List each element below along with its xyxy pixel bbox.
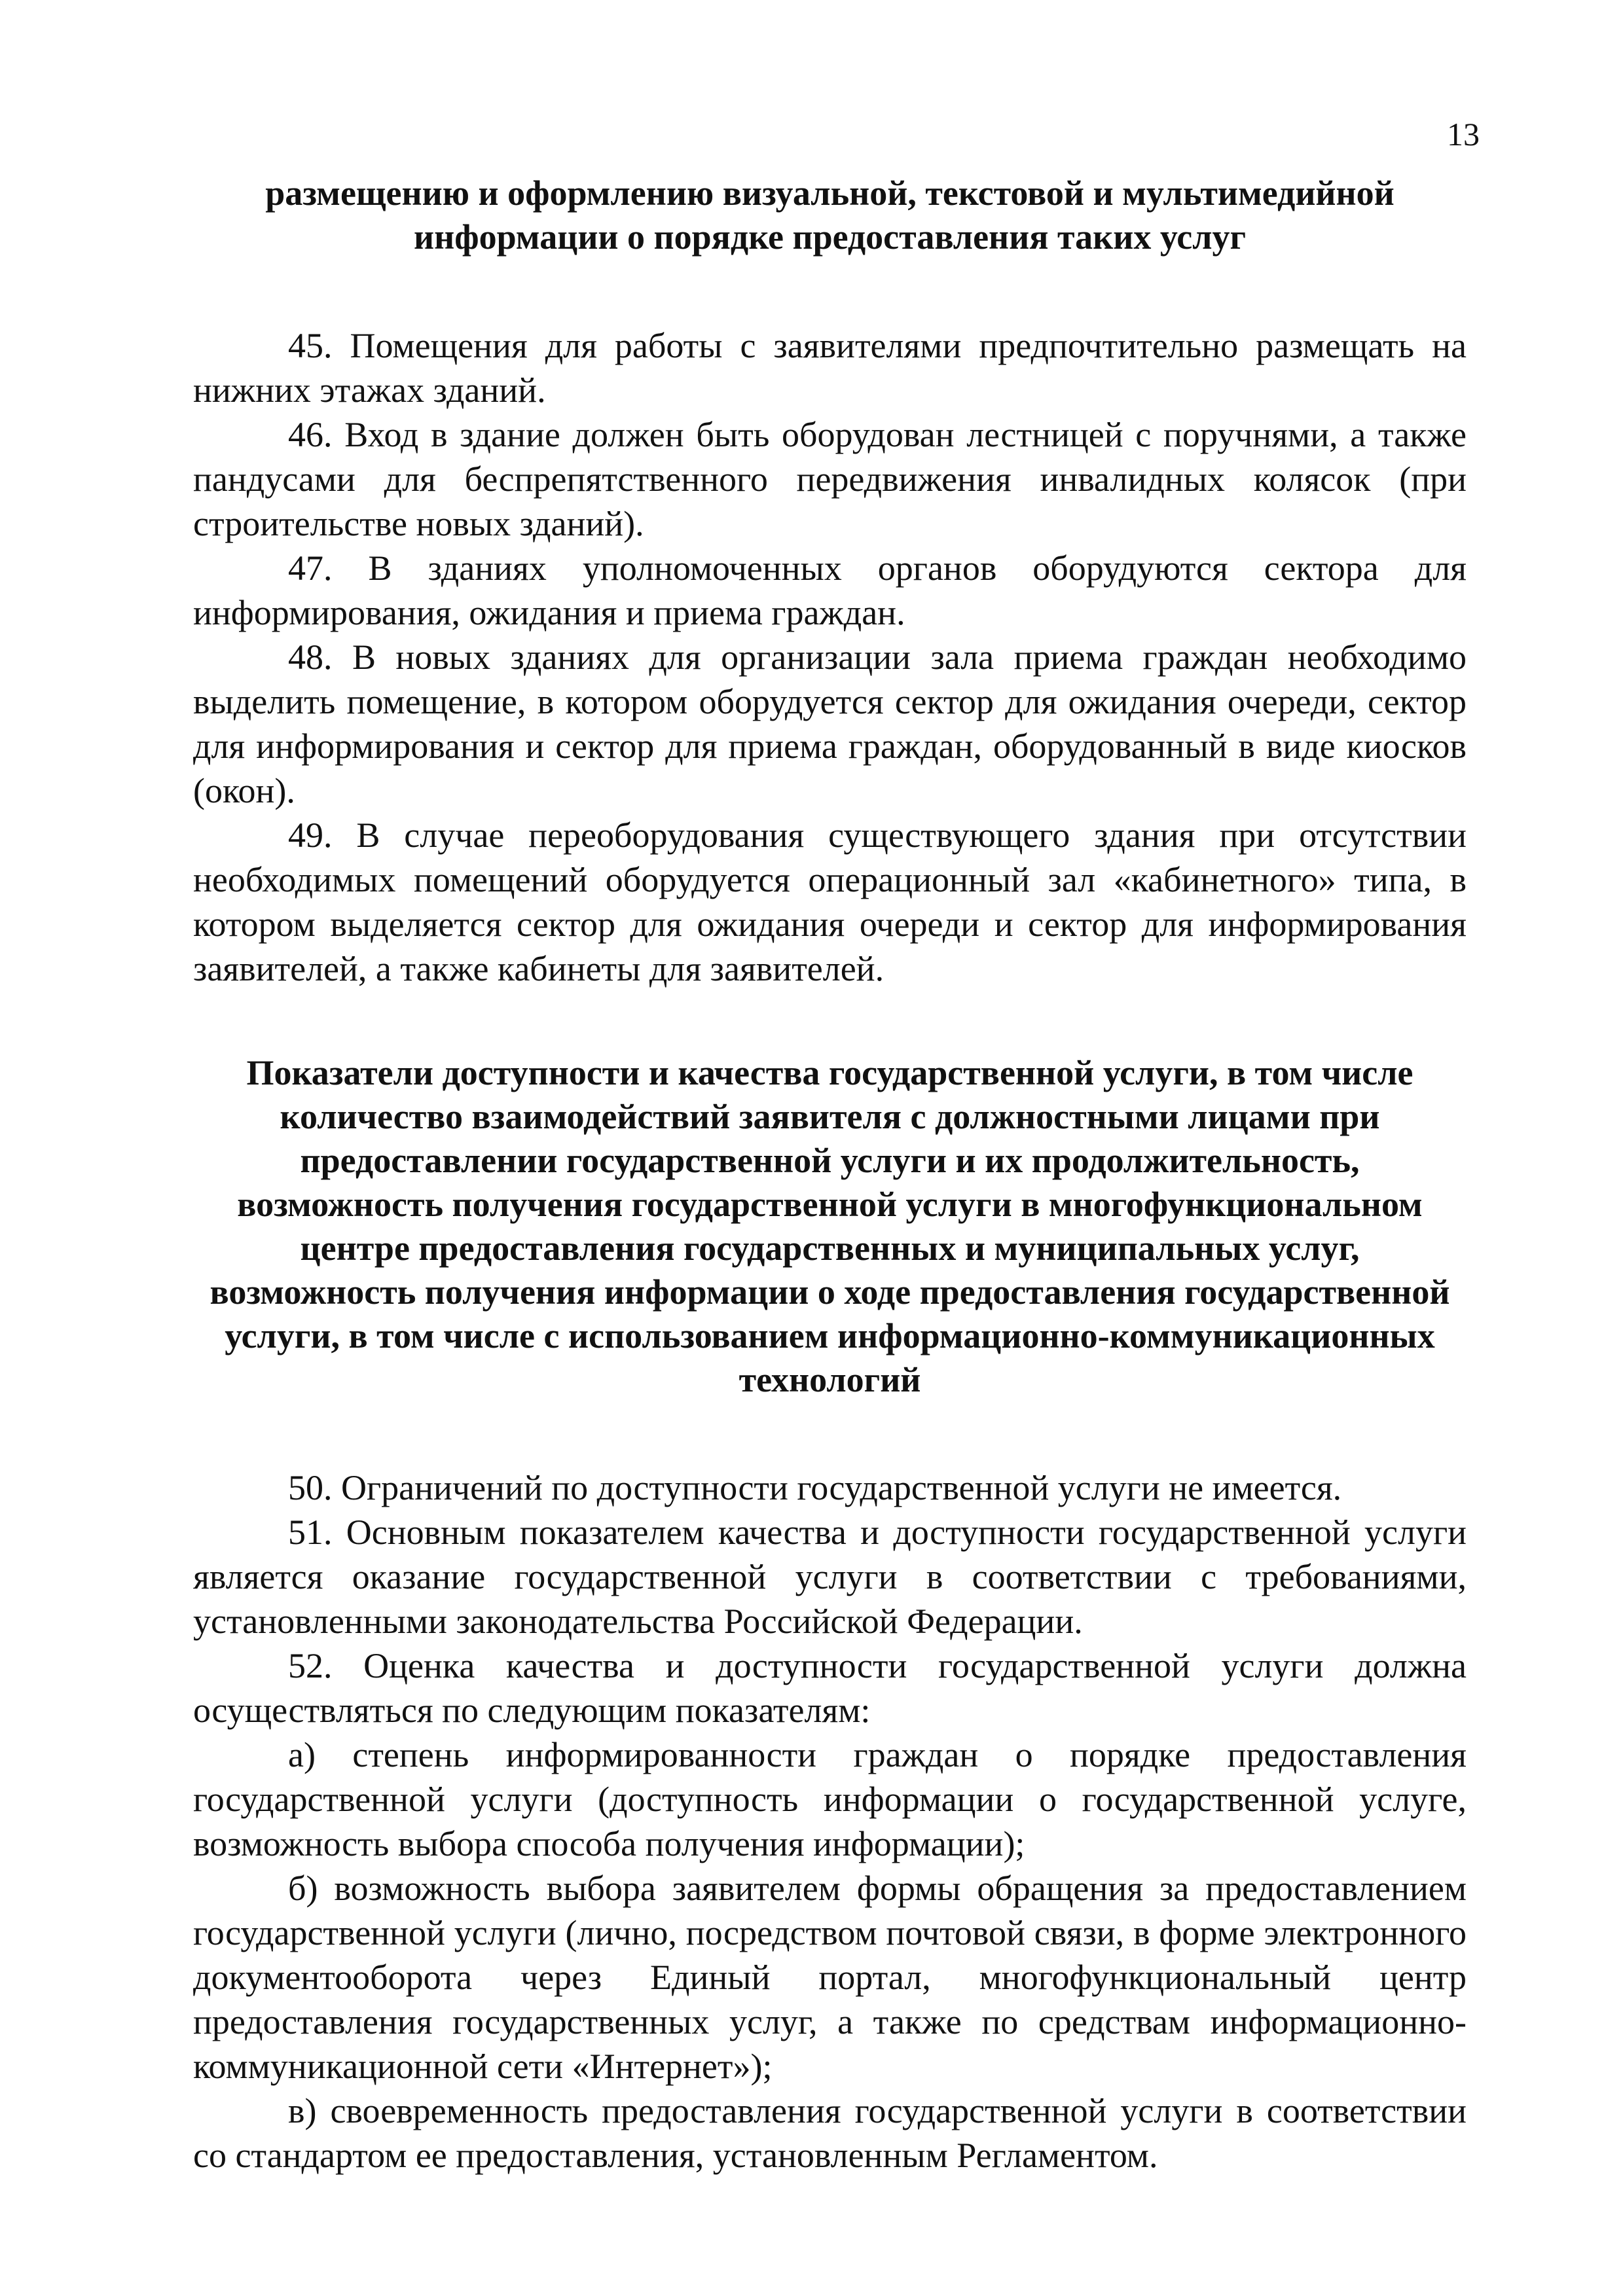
paragraph-52-b: б) возможность выбора заявителем формы обращения за предоставлением государственной услуги (лично, посредством почтовой связи, в форме электронного документооборота через Единый портал, многофункциональный центр предоставления государственных услуг, а также по средствам информационно-коммуникационной сети «Интернет»); [193,1869,1467,2086]
paragraph-51: 51. Основным показателем качества и доступности государственной услуги является оказание государственной услуги в соответствии с требованиями, установленными законодательства Российской Федерации. [193,1513,1467,1641]
section-heading-premises: размещению и оформлению визуальной, текстовой и мультимедийной информации о порядке предоставления таких услуг [265,173,1395,257]
paragraph-52-a: а) степень информированности граждан о порядке предоставления государственной услуги (доступность информации о государственной услуге, возможность выбора способа получения информации); [193,1735,1467,1863]
paragraph-49: 49. В случае переоборудования существующего здания при отсутствии необходимых помещений оборудуется операционный зал «кабинетного» типа, в котором выделяется сектор для ожидания очереди и сектор для информирования заявителей, а также кабинеты для заявителей. [193,816,1467,988]
section-quality-paragraphs [193,1465,1467,2178]
paragraph-45: 45. Помещения для работы с заявителями предпочтительно размещать на нижних этажах зданий. [193,326,1467,410]
page-number: 13 [1447,116,1480,152]
paragraph-48: 48. В новых зданиях для организации зала приема граждан необходимо выделить помещение, в котором оборудуется сектор для ожидания очереди, сектор для информирования и сектор для приема граждан, оборудованный в виде киосков (окон). [193,637,1467,810]
section-premises-paragraphs [193,323,1467,991]
paragraph-47: 47. В зданиях уполномоченных органов оборудуются сектора для информирования, ожидания и приема граждан. [193,548,1467,632]
paragraph-52: 52. Оценка качества и доступности государственной услуги должна осуществляться по следующим показателям: [193,1646,1467,1730]
section-heading-quality-indicators: Показатели доступности и качества государственной услуги, в том числе количество взаимодействий заявителя с должностными лицами при предоставлении государственной услуги и их продолжительность, возможность получения государственной услуги в многофункциональном центре предоставления государственных и муниципальных услуг, возможность получения информации о ходе предоставления государственной услуги, в том числе с использованием информационно-коммуникационных технологий [210,1053,1450,1399]
document-body [193,171,1467,2178]
paragraph-52-v: в) своевременность предоставления государственной услуги в соответствии со стандартом ее предоставления, установленным Регламентом. [193,2091,1467,2175]
paragraph-46: 46. Вход в здание должен быть оборудован лестницей с поручнями, а также пандусами для беспрепятственного передвижения инвалидных колясок (при строительстве новых зданий). [193,415,1467,543]
paragraph-50: 50. Ограничений по доступности государственной услуги не имеется. [288,1468,1342,1507]
